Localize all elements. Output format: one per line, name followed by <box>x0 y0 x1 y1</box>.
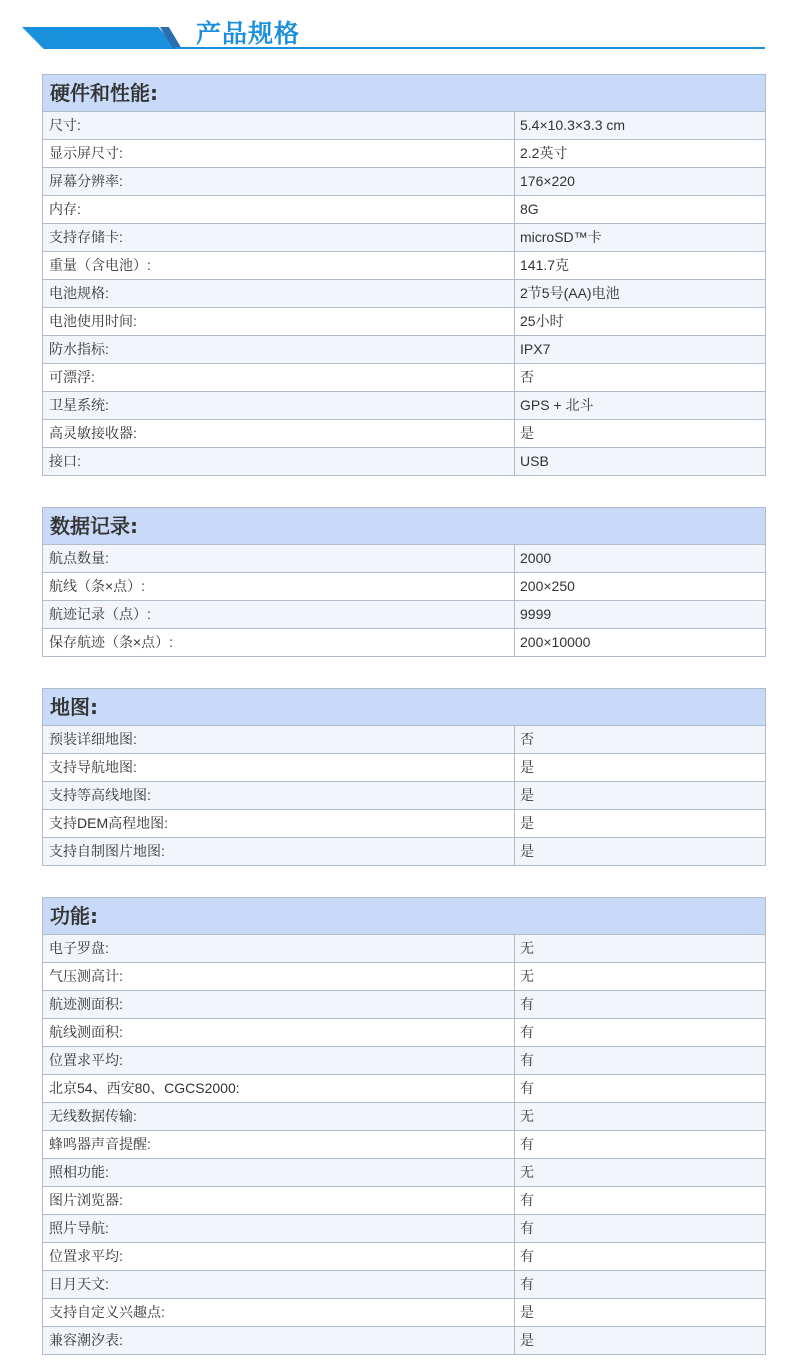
spec-label: 防水指标: <box>43 336 515 363</box>
spec-row <box>42 1215 766 1243</box>
spec-label: 电池使用时间: <box>43 308 515 335</box>
spec-value: 5.4×10.3×3.3 cm <box>520 117 626 133</box>
spec-row <box>42 935 766 963</box>
section-title: 数据记录: <box>42 507 766 545</box>
spec-row <box>42 991 766 1019</box>
spec-row <box>42 280 766 308</box>
spec-value: 200×10000 <box>520 634 591 650</box>
spec-value: 2.2英寸 <box>520 145 568 161</box>
spec-row <box>42 1271 766 1299</box>
spec-label: 高灵敏接收器: <box>43 420 515 447</box>
spec-value: 无 <box>520 968 534 984</box>
spec-row <box>42 810 766 838</box>
spec-value: microSD™卡 <box>520 229 602 245</box>
spec-row <box>42 1019 766 1047</box>
spec-label: 无线数据传输: <box>43 1103 515 1130</box>
spec-row <box>42 140 766 168</box>
spec-row <box>42 336 766 364</box>
spec-label: 屏幕分辨率: <box>43 168 515 195</box>
spec-label: 预装详细地图: <box>43 726 515 753</box>
spec-label: 气压测高计: <box>43 963 515 990</box>
spec-value: 有 <box>520 996 534 1012</box>
spec-value: 有 <box>520 1136 534 1152</box>
section-rows <box>42 726 766 866</box>
spec-value: 是 <box>520 815 534 831</box>
spec-row <box>42 448 766 476</box>
spec-label: 卫星系统: <box>43 392 515 419</box>
header-stripe-decoration <box>22 27 177 49</box>
spec-row <box>42 224 766 252</box>
spec-value: 200×250 <box>520 578 575 594</box>
spec-label: 电子罗盘: <box>43 935 515 962</box>
spec-label: 支持导航地图: <box>43 754 515 781</box>
spec-value: 176×220 <box>520 173 575 189</box>
spec-row <box>42 392 766 420</box>
spec-label: 航线（条×点）: <box>43 573 515 600</box>
spec-row <box>42 726 766 754</box>
section-title: 硬件和性能: <box>42 74 766 112</box>
spec-value: 是 <box>520 787 534 803</box>
spec-label: 兼容潮汐表: <box>43 1327 515 1354</box>
spec-row <box>42 364 766 392</box>
spec-section <box>42 688 766 866</box>
spec-row <box>42 308 766 336</box>
spec-row <box>42 1075 766 1103</box>
spec-row <box>42 1159 766 1187</box>
spec-value: 25小时 <box>520 313 564 329</box>
spec-section <box>42 74 766 476</box>
spec-value: 有 <box>520 1276 534 1292</box>
spec-value: 是 <box>520 843 534 859</box>
spec-row <box>42 754 766 782</box>
spec-label: 内存: <box>43 196 515 223</box>
spec-label: 支持存储卡: <box>43 224 515 251</box>
section-rows <box>42 112 766 476</box>
spec-label: 航线测面积: <box>43 1019 515 1046</box>
section-title: 地图: <box>42 688 766 726</box>
spec-row <box>42 629 766 657</box>
spec-value: 有 <box>520 1220 534 1236</box>
spec-label: 电池规格: <box>43 280 515 307</box>
spec-row <box>42 573 766 601</box>
spec-label: 航迹测面积: <box>43 991 515 1018</box>
spec-label: 航迹记录（点）: <box>43 601 515 628</box>
spec-value: USB <box>520 453 549 469</box>
spec-label: 图片浏览器: <box>43 1187 515 1214</box>
spec-value: 8G <box>520 201 539 217</box>
spec-value: IPX7 <box>520 341 551 357</box>
spec-value: 有 <box>520 1192 534 1208</box>
spec-row <box>42 963 766 991</box>
spec-row <box>42 838 766 866</box>
spec-row <box>42 1299 766 1327</box>
spec-value: 是 <box>520 1332 534 1348</box>
spec-value: 无 <box>520 940 534 956</box>
spec-value: 有 <box>520 1052 534 1068</box>
spec-value: 2000 <box>520 550 552 566</box>
spec-value: 有 <box>520 1080 534 1096</box>
spec-label: 位置求平均: <box>43 1243 515 1270</box>
spec-label: 照相功能: <box>43 1159 515 1186</box>
spec-section <box>42 507 766 657</box>
spec-label: 尺寸: <box>43 112 515 139</box>
spec-row <box>42 168 766 196</box>
spec-row <box>42 1103 766 1131</box>
spec-label: 可漂浮: <box>43 364 515 391</box>
spec-value: 是 <box>520 1304 534 1320</box>
section-rows <box>42 545 766 657</box>
spec-value: 无 <box>520 1108 534 1124</box>
spec-label: 支持等高线地图: <box>43 782 515 809</box>
spec-label: 支持DEM高程地图: <box>43 810 515 837</box>
spec-value: 否 <box>520 369 534 385</box>
spec-label: 支持自定义兴趣点: <box>43 1299 515 1326</box>
spec-row <box>42 1047 766 1075</box>
spec-row <box>42 252 766 280</box>
spec-label: 航点数量: <box>43 545 515 572</box>
spec-row <box>42 1131 766 1159</box>
spec-value: 无 <box>520 1164 534 1180</box>
spec-label: 接口: <box>43 448 515 475</box>
spec-row <box>42 782 766 810</box>
spec-label: 显示屏尺寸: <box>43 140 515 167</box>
spec-label: 照片导航: <box>43 1215 515 1242</box>
spec-value: 是 <box>520 759 534 775</box>
spec-row <box>42 112 766 140</box>
spec-value: 有 <box>520 1024 534 1040</box>
spec-value: 是 <box>520 425 534 441</box>
spec-value: 否 <box>520 731 534 747</box>
page-title: 产品规格 <box>196 19 301 48</box>
spec-row <box>42 1243 766 1271</box>
spec-row <box>42 601 766 629</box>
page-header <box>0 0 790 60</box>
spec-value: 有 <box>520 1248 534 1264</box>
section-rows <box>42 935 766 1355</box>
spec-value: 141.7克 <box>520 257 570 273</box>
spec-label: 保存航迹（条×点）: <box>43 629 515 656</box>
spec-row <box>42 1187 766 1215</box>
spec-label: 重量（含电池）: <box>43 252 515 279</box>
section-title: 功能: <box>42 897 766 935</box>
spec-value: 9999 <box>520 606 552 622</box>
spec-label: 日月天文: <box>43 1271 515 1298</box>
spec-section <box>42 897 766 1355</box>
spec-label: 位置求平均: <box>43 1047 515 1074</box>
spec-label: 蜂鸣器声音提醒: <box>43 1131 515 1158</box>
spec-label: 北京54、西安80、CGCS2000: <box>43 1075 515 1102</box>
spec-row <box>42 196 766 224</box>
spec-value: GPS + 北斗 <box>520 397 594 413</box>
spec-value: 2节5号(AA)电池 <box>520 285 620 301</box>
spec-row <box>42 545 766 573</box>
spec-row <box>42 420 766 448</box>
spec-row <box>42 1327 766 1355</box>
spec-label: 支持自制图片地图: <box>43 838 515 865</box>
